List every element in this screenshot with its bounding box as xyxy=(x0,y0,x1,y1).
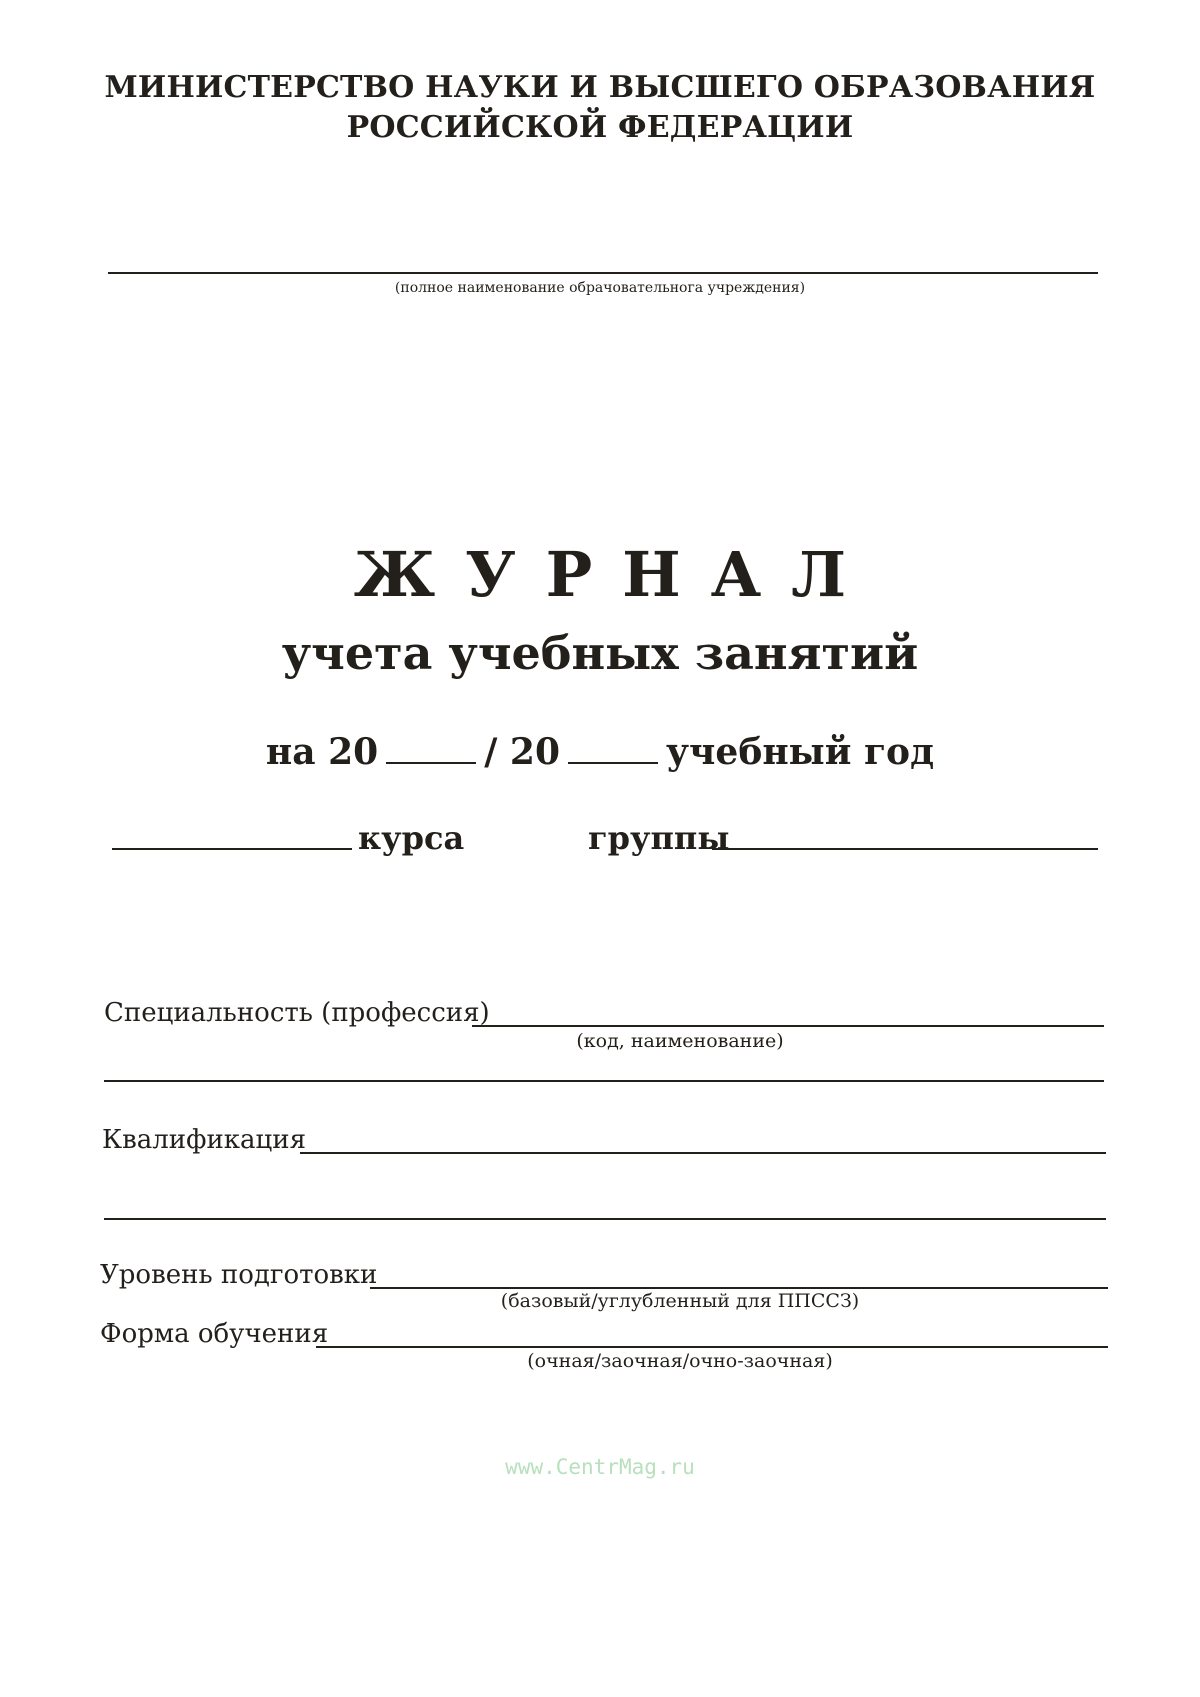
level-caption: (базовый/углубленный для ППССЗ) xyxy=(500,1290,860,1312)
qualification-line[interactable] xyxy=(300,1152,1106,1154)
specialty-line[interactable] xyxy=(472,1025,1104,1027)
specialty-line-2[interactable] xyxy=(104,1080,1104,1082)
ministry-line-2: РОССИЙСКОЙ ФЕДЕРАЦИИ xyxy=(346,110,854,145)
institution-name-line[interactable] xyxy=(108,272,1098,274)
year-separator: / 20 xyxy=(484,731,561,773)
qualification-label: Квалификация xyxy=(102,1125,306,1155)
level-line[interactable] xyxy=(370,1287,1108,1289)
course-label: курса xyxy=(358,819,465,857)
year-start-blank[interactable] xyxy=(386,736,476,764)
year-prefix: на 20 xyxy=(265,731,379,773)
form-caption: (очная/заочная/очно-заочная) xyxy=(527,1350,833,1372)
level-label: Уровень подготовки xyxy=(100,1260,378,1290)
course-blank-line[interactable] xyxy=(112,848,352,850)
institution-caption: (полное наименование обрачовательнога учреждения) xyxy=(394,280,806,296)
ministry-line-1: МИНИСТЕРСТВО НАУКИ И ВЫСШЕГО ОБРАЗОВАНИЯ xyxy=(104,70,1096,105)
year-suffix: учебный год xyxy=(666,731,935,773)
form-label: Форма обучения xyxy=(100,1319,329,1349)
journal-subtitle: учета учебных занятий xyxy=(281,626,919,680)
journal-title: ЖУРНАЛ xyxy=(353,538,877,611)
year-end-blank[interactable] xyxy=(568,736,658,764)
specialty-caption: (код, наименование) xyxy=(576,1030,784,1052)
qualification-line-2[interactable] xyxy=(104,1218,1106,1220)
form-line[interactable] xyxy=(316,1346,1108,1348)
specialty-label: Специальность (профессия) xyxy=(104,998,490,1028)
group-label: группы xyxy=(588,819,730,857)
academic-year-line xyxy=(0,730,1200,774)
ministry-header xyxy=(0,68,1200,148)
group-blank-line[interactable] xyxy=(712,848,1098,850)
watermark: www.CentrMag.ru xyxy=(505,1455,695,1479)
